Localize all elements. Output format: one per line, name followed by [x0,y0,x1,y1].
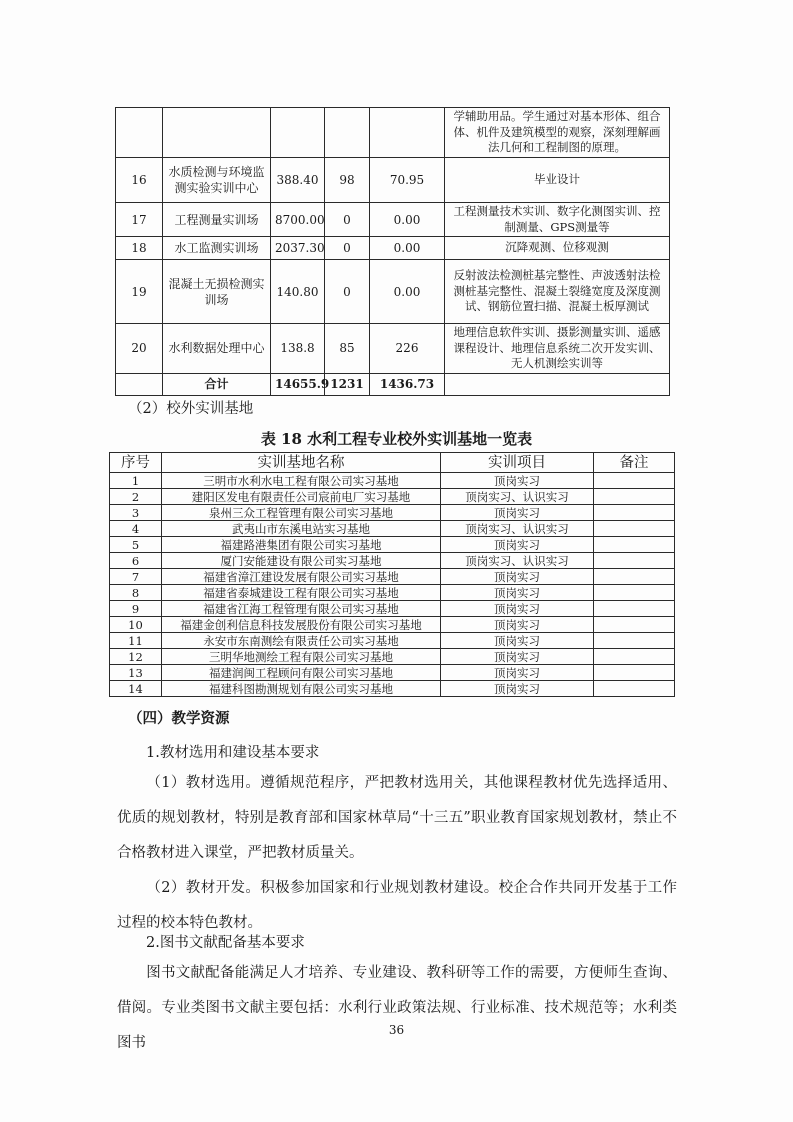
table-row [110,617,675,633]
header-no: 序号 [110,453,162,473]
cell-project: 顶岗实习 [441,473,594,489]
cell-project: 顶岗实习 [441,601,594,617]
cell-project: 顶岗实习、认识实习 [441,489,594,505]
table-row [110,489,675,505]
header-project: 实训项目 [441,453,594,473]
cell-name: 三明市水利水电工程有限公司实习基地 [162,473,441,489]
table-row [110,537,675,553]
cell-projects: 地理信息软件实训、摄影测量实训、遥感课程设计、地理信息系统二次开发实训、无人机测绘实训等 [445,324,670,374]
table-total-row [116,373,670,395]
cell-note [594,489,675,505]
cell-note [594,617,675,633]
cell-no: 20 [116,324,163,374]
cell-projects: 学辅助用品。学生通过对基本形体、组合体、机件及建筑模型的观察，深刻理解画法几何和工程制图的原理。 [445,108,670,158]
cell-note [594,633,675,649]
cell-no: 12 [110,649,162,665]
cell-note [594,569,675,585]
cell-project: 顶岗实习 [441,505,594,521]
table-row [110,569,675,585]
cell-no: 18 [116,237,163,260]
total-value: 1436.73 [370,373,445,395]
cell-name: 福建省江海工程管理有限公司实习基地 [162,601,441,617]
cell-no: 19 [116,260,163,324]
table-row [116,203,670,237]
cell-projects [445,373,670,395]
cell-no: 9 [110,601,162,617]
cell-note [594,649,675,665]
cell-value: 70.95 [370,158,445,203]
cell-no: 14 [110,681,162,697]
table-row [110,681,675,697]
cell-units: 0 [325,260,370,324]
cell-name: 厦门安能建设有限公司实习基地 [162,553,441,569]
cell-area: 140.80 [271,260,325,324]
cell-project: 顶岗实习 [441,537,594,553]
cell-project: 顶岗实习、认识实习 [441,553,594,569]
table-row [116,260,670,324]
cell-units: 98 [325,158,370,203]
cell-project: 顶岗实习 [441,665,594,681]
cell-note [594,681,675,697]
paragraph-text: 图书文献配备能满足人才培养、专业建设、教科研等工作的需要，方便师生查询、借阅。专业类图书文献主要包括：水利行业政策法规、行业标准、技术规范等；水利类图书 [117,965,677,1051]
paragraph-textbook-selection [117,766,677,871]
cell-note [594,601,675,617]
cell-note [594,553,675,569]
cell-value: 0.00 [370,260,445,324]
cell-value: 0.00 [370,237,445,260]
cell-area [271,108,325,158]
cell-name: 福建省泰城建设工程有限公司实习基地 [162,585,441,601]
table-body [110,473,675,697]
table-row [116,158,670,203]
cell-name: 福建科图勘测规划有限公司实习基地 [162,681,441,697]
cell-note [594,473,675,489]
cell-value: 0.00 [370,203,445,237]
cell-no: 13 [110,665,162,681]
table-row [110,521,675,537]
header-name: 实训基地名称 [162,453,441,473]
cell-name: 福建润闽工程顾问有限公司实习基地 [162,665,441,681]
cell-area: 388.40 [271,158,325,203]
cell-no: 10 [110,617,162,633]
cell-no: 16 [116,158,163,203]
cell-name: 永安市东南测绘有限责任公司实习基地 [162,633,441,649]
cell-project: 顶岗实习、认识实习 [441,521,594,537]
page-number: 36 [388,1023,405,1037]
table-row [110,649,675,665]
cell-no: 6 [110,553,162,569]
total-label: 合计 [163,373,271,395]
cell-project: 顶岗实习 [441,585,594,601]
cell-units: 0 [325,237,370,260]
cell-name: 福建路港集团有限公司实习基地 [162,537,441,553]
cell-no: 17 [116,203,163,237]
total-area: 14655.9 [271,373,325,395]
cell-note [594,585,675,601]
cell-project: 顶岗实习 [441,617,594,633]
item-heading-1: 1.教材选用和建设基本要求 [146,745,320,761]
indoor-training-table [115,107,670,396]
cell-name: 水利数据处理中心 [163,324,271,374]
cell-no: 2 [110,489,162,505]
cell-note [594,521,675,537]
cell-no: 3 [110,505,162,521]
cell-project: 顶岗实习 [441,681,594,697]
cell-name: 建阳区发电有限责任公司宸前电厂实习基地 [162,489,441,505]
table-row [110,665,675,681]
cell-note [594,537,675,553]
table-row [110,585,675,601]
cell-value: 226 [370,324,445,374]
section-heading: （四）教学资源 [128,710,230,727]
item-heading-2: 2.图书文献配备基本要求 [146,935,305,951]
cell-area: 138.8 [271,324,325,374]
cell-no: 8 [110,585,162,601]
cell-name: 工程测量实训场 [163,203,271,237]
cell-no: 7 [110,569,162,585]
table-row [116,324,670,374]
cell-name: 福建省漳江建设发展有限公司实习基地 [162,569,441,585]
table-row [110,505,675,521]
subsection-heading: （2）校外实训基地 [128,401,254,417]
cell-name: 武夷山市东溪电站实习基地 [162,521,441,537]
cell-projects: 沉降观测、位移观测 [445,237,670,260]
header-note: 备注 [594,453,675,473]
table-caption: 表 18 水利工程专业校外实训基地一览表 [260,430,533,448]
cell-project: 顶岗实习 [441,569,594,585]
table-row [110,473,675,489]
cell-projects: 工程测量技术实训、数字化测图实训、控制测量、GPS测量等 [445,203,670,237]
total-units: 1231 [325,373,370,395]
cell-project: 顶岗实习 [441,633,594,649]
cell-project: 顶岗实习 [441,649,594,665]
cell-name: 水工监测实训场 [163,237,271,260]
cell-no [116,108,163,158]
cell-no: 1 [110,473,162,489]
cell-no: 5 [110,537,162,553]
table-row [110,633,675,649]
table-row [116,237,670,260]
cell-name [163,108,271,158]
cell-no: 11 [110,633,162,649]
cell-note [594,665,675,681]
paragraph-library [117,956,677,1061]
cell-no: 4 [110,521,162,537]
cell-area: 8700.00 [271,203,325,237]
cell-value [370,108,445,158]
paragraph-text: （2）教材开发。积极参加国家和行业规划教材建设。校企合作共同开发基于工作过程的校本特色教材。 [117,880,677,931]
cell-name: 混凝土无损检测实训场 [163,260,271,324]
cell-projects: 反射波法检测桩基完整性、声波透射法检测桩基完整性、混凝土裂缝宽度及深度测试、钢筋位置扫描、混凝土板厚测试 [445,260,670,324]
cell-name: 三明华地测绘工程有限公司实习基地 [162,649,441,665]
cell-area: 2037.30 [271,237,325,260]
cell-units [325,108,370,158]
cell-name: 水质检测与环境监测实验实训中心 [163,158,271,203]
cell-no [116,373,163,395]
table-header-row [110,453,675,473]
cell-projects: 毕业设计 [445,158,670,203]
paragraph-text: （1）教材选用。遵循规范程序，严把教材选用关，其他课程教材优先选择适用、优质的规划教材，特别是教育部和国家林草局“十三五”职业教育国家规划教材，禁止不合格教材进入课堂，严把教材质量关。 [117,775,677,861]
offcampus-training-table [109,452,675,697]
table-row [110,553,675,569]
cell-note [594,505,675,521]
table-row [116,108,670,158]
cell-units: 0 [325,203,370,237]
cell-units: 85 [325,324,370,374]
table-row [110,601,675,617]
cell-name: 泉州三众工程管理有限公司实习基地 [162,505,441,521]
cell-name: 福建金创利信息科技发展股份有限公司实习基地 [162,617,441,633]
